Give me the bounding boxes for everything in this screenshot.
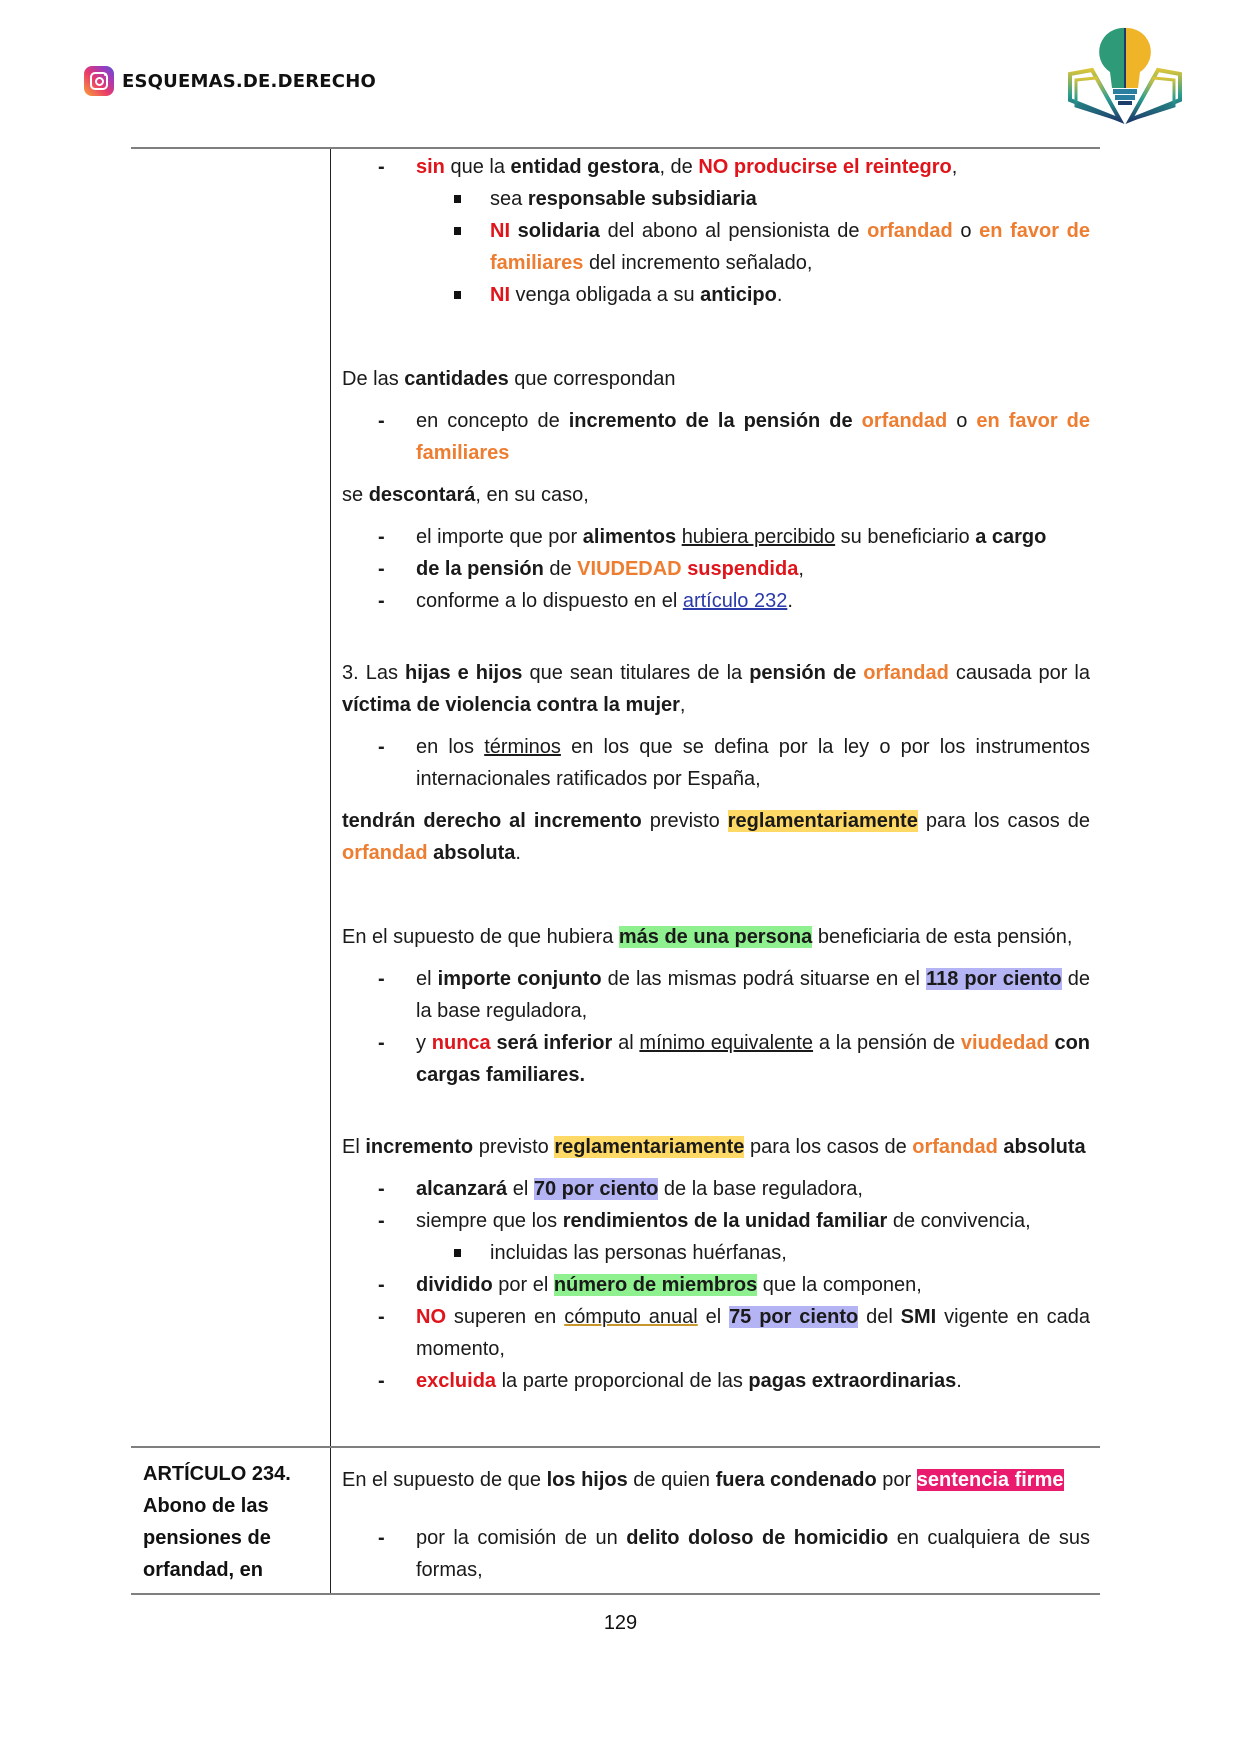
list-item: - el importe conjunto de las mismas podrá situarse en el 118 por ciento de la base reguladora, (378, 968, 1091, 1022)
article-232-link[interactable]: artículo 232 (682, 590, 788, 612)
list-item: - en los términos en los que se defina por la ley o por los instrumentos internacionales ratificados por España, (378, 736, 1090, 790)
list-item: - dividido por el número de miembros que la componen, (378, 1274, 922, 1296)
article-heading-cell: ARTÍCULO 234. Abono de las pensiones de orfandad, en (131, 1448, 331, 1593)
article-content-cell (331, 1448, 1100, 1593)
table-row (131, 147, 1100, 1446)
table-row (131, 1446, 1100, 1595)
article-table (131, 147, 1100, 1595)
lightbulb-brain-book-logo (1062, 22, 1188, 130)
article-heading-cell (131, 149, 331, 1446)
paragraph: En el supuesto de que los hijos de quien fuera condenado por sentencia firme (342, 1469, 1064, 1491)
sub-list-item: incluidas las personas huérfanas, (342, 1237, 1090, 1269)
list-item: - y nunca será inferior al mínimo equivalente a la pensión de viudedad con cargas familiares. (378, 1032, 1091, 1086)
list-item: - conforme a lo dispuesto en el artículo 232. (378, 590, 793, 612)
list-item: - excluida la parte proporcional de las pagas extraordinarias. (378, 1370, 962, 1392)
paragraph: De las cantidades que correspondan (342, 368, 676, 390)
sub-list-item: sea responsable subsidiaria (342, 183, 1090, 215)
brand-header (84, 66, 376, 96)
list-item: - NO superen en cómputo anual el 75 por ciento del SMI vigente en cada momento, (378, 1306, 1090, 1360)
page-number: 129 (603, 1612, 638, 1634)
paragraph: se descontará, en su caso, (342, 484, 589, 506)
list-item: - siempre que los rendimientos de la unidad familiar de convivencia, (378, 1210, 1031, 1232)
paragraph: tendrán derecho al incremento previsto reglamentariamente para los casos de orfandad absoluta. (342, 810, 1090, 864)
list-item: - en concepto de incremento de la pensión de orfandad o en favor de familiares (378, 410, 1090, 464)
paragraph: 3. Las hijas e hijos que sean titulares de la pensión de orfandad causada por la víctima de violencia contra la mujer, (342, 662, 1091, 716)
sub-list-item: NI solidaria del abono al pensionista de orfandad o en favor de familiares del incremento señalado, (342, 215, 1090, 279)
list-item: - el importe que por alimentos hubiera percibido su beneficiario a cargo (378, 526, 1047, 548)
instagram-icon (84, 66, 114, 96)
sub-list-item: NI venga obligada a su anticipo. (342, 279, 1090, 311)
list-item: - por la comisión de un delito doloso de homicidio en cualquiera de sus formas, (378, 1527, 1090, 1581)
brand-name: ESQUEMAS.DE.DERECHO (122, 70, 376, 92)
list-item: - sin que la entidad gestora, de NO producirse el reintegro, (378, 156, 958, 178)
list-item: - alcanzará el 70 por ciento de la base reguladora, (378, 1178, 863, 1200)
list-item: - de la pensión de VIUDEDAD suspendida, (378, 558, 804, 580)
paragraph: El incremento previsto reglamentariamente para los casos de orfandad absoluta (342, 1136, 1086, 1158)
paragraph: En el supuesto de que hubiera más de una persona beneficiaria de esta pensión, (342, 926, 1073, 948)
article-content-cell (331, 149, 1100, 1446)
